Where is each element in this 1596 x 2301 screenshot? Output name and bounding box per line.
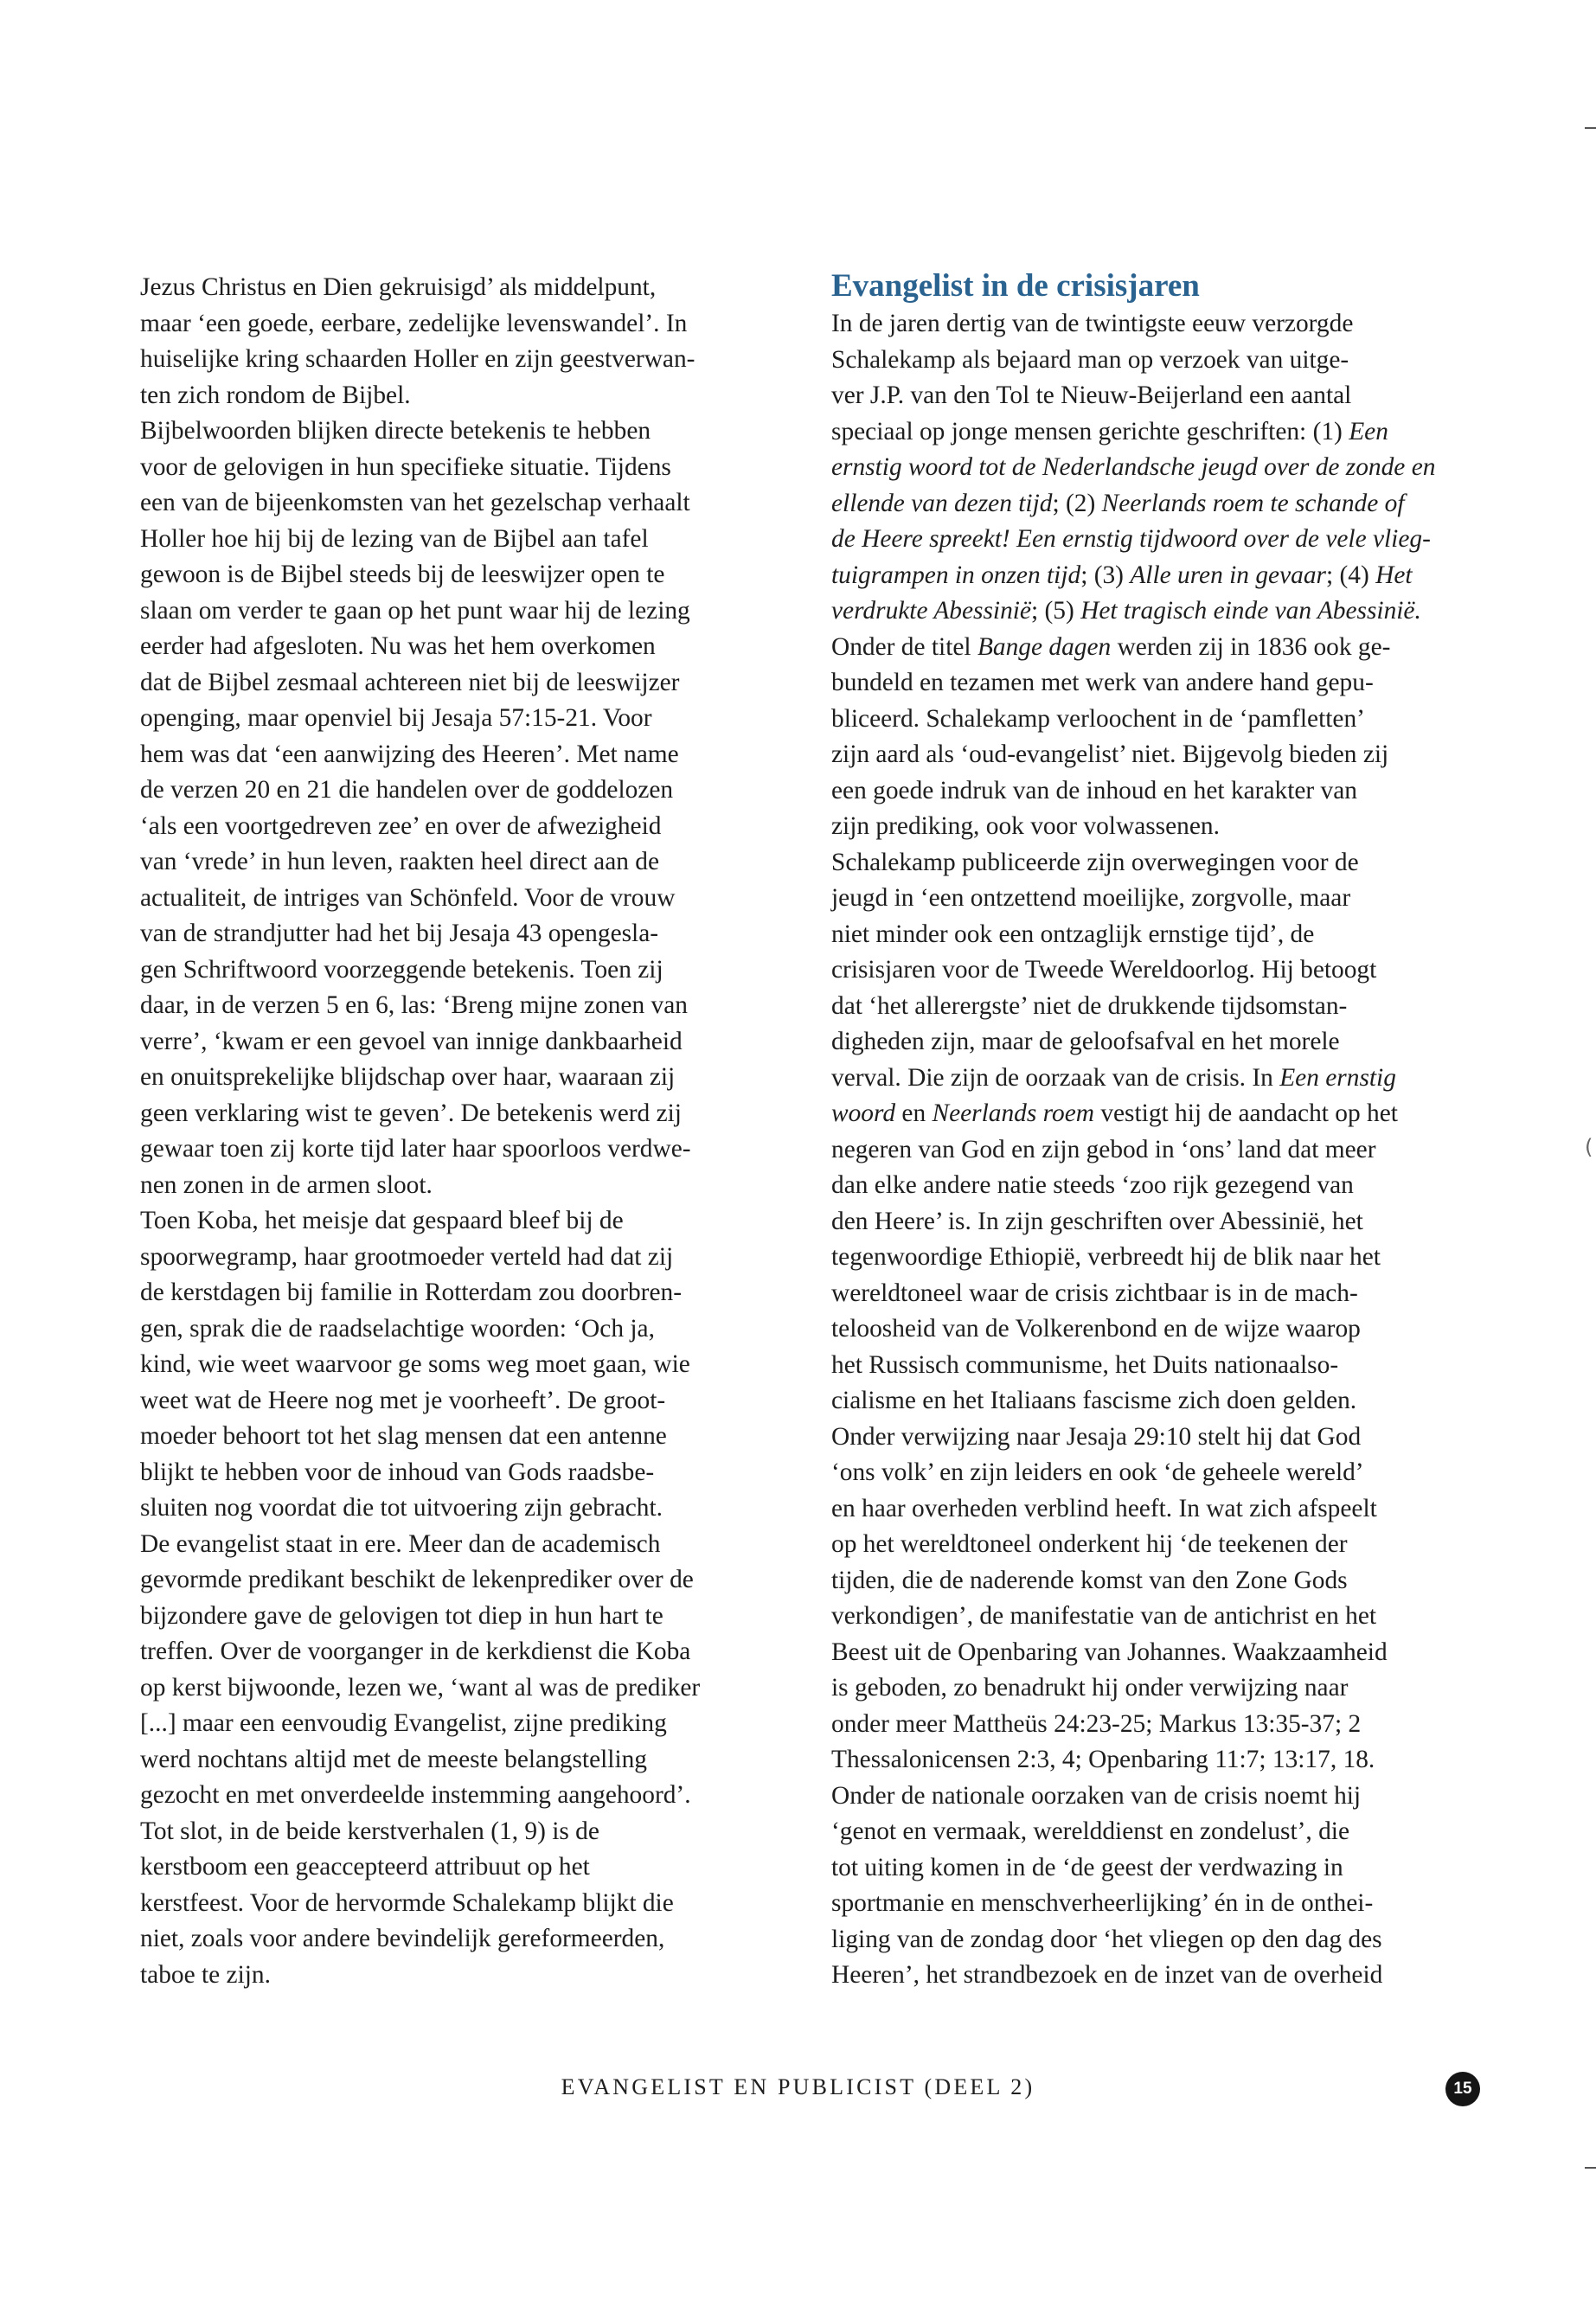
left-line [140,450,819,486]
text-run: geen verklaring wist te geven’. De betekenis werd zij [140,1099,682,1127]
left-line [140,593,819,630]
text-run: weet wat de Heere nog met je voorheeft’. De groot- [140,1386,666,1414]
text-run: zijn aard als ‘oud-evangelist’ niet. Bijgevolg bieden zij [831,740,1389,768]
text-run: ‘als een voortgedreven zee’ en over de afwezigheid [140,811,662,840]
text-run: Heeren’, het strandbezoek en de inzet van de overheid [831,1961,1383,1989]
italic-text: Neerlands roem te schande of [1101,489,1405,517]
left-line [140,1383,819,1420]
left-line [140,772,819,809]
right-line [831,1814,1510,1850]
italic-text: Een [1349,417,1388,445]
text-run: ‘genot en vermaak, werelddienst en zondelust’, die [831,1817,1350,1845]
text-run: verkondigen’, de manifestatie van de antichrist en het [831,1602,1377,1630]
text-run: crisisjaren voor de Tweede Wereldoorlog. Hij betoogt [831,956,1377,984]
text-run: en onuitsprekelijke blijdschap over haar, waaraan zij [140,1063,676,1091]
right-line [831,1958,1510,1994]
left-line [140,413,819,450]
text-run: verre’, ‘kwam er een gevoel van innige dankbaarheid [140,1027,683,1055]
text-run: negeren van God en zijn gebod in ‘ons’ land dat meer [831,1135,1376,1163]
text-run: een van de bijeenkomsten van het gezelschap verhaalt [140,489,690,516]
right-line [831,1024,1510,1061]
text-run: cialisme en het Italiaans fascisme zich doen gelden. [831,1387,1357,1414]
italic-text: tuigrampen in onzen tijd [831,561,1081,589]
text-run: gezocht en met onverdeelde instemming aangehoord’. [140,1781,691,1809]
right-line [831,1707,1510,1743]
text-run: verval. Die zijn de oorzaak van de crisis. In [831,1063,1280,1092]
left-line [140,1240,819,1276]
text-run: dat ‘het allerergste’ niet de drukkende tijdsomstan- [831,991,1348,1020]
text-run: ; (5) [1030,597,1081,625]
right-line [831,450,1510,486]
text-run: tegenwoordige Ethiopië, verbreedt hij de blik naar het [831,1243,1381,1271]
text-run: De evangelist staat in ere. Meer dan de academisch [140,1529,661,1558]
text-run: het Russisch communisme, het Duits nationaalso- [831,1350,1339,1379]
left-line [140,1921,819,1958]
text-run: werden zij in 1836 ook ge- [1111,632,1391,661]
italic-text: ellende van dezen tijd [831,489,1053,517]
text-run: In de jaren dertig van de twintigste eeuw verzorgde [831,310,1354,337]
left-line [140,1886,819,1922]
text-run: Onder de titel [831,632,977,661]
text-run: Onder de nationale oorzaken van de crisis noemt hij [831,1781,1362,1810]
right-line [831,558,1510,594]
left-line [140,485,819,522]
text-run: ver J.P. van den Tol te Nieuw-Beijerland een aantal [831,381,1352,409]
text-run: treffen. Over de voorganger in de kerkdienst die Koba [140,1638,691,1665]
text-run: actualiteit, de intriges van Schönfeld. Voor de vrouw [140,883,676,912]
right-line [831,1635,1510,1671]
left-line [140,1778,819,1814]
right-line [831,1204,1510,1240]
text-run: op het wereldtoneel onderkent hij ‘de teekenen der [831,1530,1348,1558]
text-run: Beest uit de Openbaring van Johannes. Waakzaamheid [831,1638,1388,1666]
left-line [140,1419,819,1455]
right-line [831,1922,1510,1958]
right-line [831,1240,1510,1276]
right-line [831,1383,1510,1420]
left-line [140,1562,819,1599]
text-run: Onder verwijzing naar Jesaja 29:10 stelt hij dat God [831,1422,1362,1451]
left-line [140,1849,819,1886]
text-run: [...] maar een eenvoudig Evangelist, zijne prediking [140,1709,667,1737]
text-run: en [895,1099,933,1127]
right-line [831,737,1510,773]
right-line [831,378,1510,414]
italic-text: Het tragisch einde van Abessinië. [1080,597,1421,625]
text-run: gen, sprak die de raadselachtige woorden: ‘Och ja, [140,1314,655,1343]
right-line [831,881,1510,917]
left-line [140,844,819,881]
italic-text: de Heere spreekt! Een ernstig tijdwoord over de vele vlieg- [831,525,1431,553]
right-line [831,1061,1510,1097]
text-run: niet, zoals voor andere bevindelijk gereformeerden, [140,1925,665,1952]
text-run: bijzondere gave de gelovigen tot diep in hun hart te [140,1601,663,1630]
text-run: dan elke andere natie steeds ‘zoo rijk gezegend van [831,1171,1354,1199]
text-run: de kerstdagen bij familie in Rotterdam zou doorbren- [140,1279,682,1306]
text-run: liging van de zondag door ‘het vliegen op den dag des [831,1925,1382,1953]
text-run: taboe te zijn. [140,1960,271,1989]
left-line [140,1203,819,1240]
text-run: openging, maar openviel bij Jesaja 57:15-21. Voor [140,704,652,732]
right-line [831,1742,1510,1779]
text-run: op kerst bijwoonde, lezen we, ‘want al was de prediker [140,1673,701,1702]
left-line [140,1527,819,1563]
text-run: tot uiting komen in de ‘de geest der verdwazing in [831,1853,1343,1881]
text-run: slaan om verder te gaan op het punt waar hij de lezing [140,596,690,625]
left-line [140,665,819,702]
text-run: huiselijke kring schaarden Holler en zijn geestverwan- [140,345,695,373]
right-line [831,702,1510,738]
right-line [831,1527,1510,1563]
left-line [140,306,819,343]
text-run: ten zich rondom de Bijbel. [140,381,411,409]
text-run: gewoon is de Bijbel steeds bij de leeswijzer open te [140,561,665,588]
text-run: onder meer Mattheüs 24:23-25; Markus 13:35-37; 2 [831,1709,1362,1738]
text-run: van de strandjutter had het bij Jesaja 43 opengesla- [140,920,659,947]
text-run: vestigt hij de aandacht op het [1093,1099,1398,1127]
right-line [831,343,1510,379]
left-line [140,737,819,773]
page-footer [0,2074,1596,2100]
italic-text: woord [831,1099,896,1127]
italic-text: ernstig woord tot de Nederlandsche jeugd over de zonde en [831,453,1436,481]
text-run: ; (2) [1052,489,1102,517]
right-line [831,989,1510,1025]
right-line [831,1348,1510,1384]
text-run: Bijbelwoorden blijken directe betekenis te hebben [140,417,651,445]
text-run: teloosheid van de Volkerenbond en de wijze waarop [831,1315,1361,1343]
left-line [140,557,819,593]
left-line [140,1599,819,1635]
text-run: ‘ons volk’ en zijn leiders en ook ‘de geheele wereld’ [831,1458,1364,1486]
text-run: Schalekamp als bejaard man op verzoek van uitge- [831,345,1349,374]
right-line [831,1276,1510,1312]
text-run: speciaal op jonge mensen gerichte geschriften: (1) [831,417,1349,445]
left-line [140,1490,819,1527]
left-line [140,701,819,737]
text-run: kind, wie weet waarvoor ge soms weg moet gaan, wie [140,1350,690,1378]
text-run: ; (4) [1325,561,1376,589]
right-line [831,845,1510,881]
text-run: dat de Bijbel zesmaal achtereen niet bij de leeswijzer [140,668,680,696]
text-run: sportmanie en menschverheerlijking’ én in de onthei- [831,1889,1374,1917]
text-run: daar, in de verzen 5 en 6, las: ‘Breng mijne zonen van [140,991,688,1019]
crop-mark-bottom [1585,2167,1596,2169]
left-line [140,1311,819,1348]
left-line [140,270,819,306]
italic-text: Een ernstig [1279,1063,1396,1092]
text-run: bliceerd. Schalekamp verloochent in de ‘pamfletten’ [831,704,1365,733]
text-run: bundeld en tezamen met werk van andere hand gepu- [831,669,1374,696]
page-number-badge: 15 [1445,2072,1480,2106]
text-run: gevormde predikant beschikt de lekenprediker over de [140,1566,694,1593]
text-run: gen Schriftwoord voorzeggende betekenis. Toen zij [140,955,663,984]
text-run: eerder had afgesloten. Nu was het hem overkomen [140,632,656,660]
text-run: Toen Koba, het meisje dat gespaard bleef bij de [140,1207,624,1234]
left-line [140,1958,819,1994]
right-line [831,1311,1510,1348]
text-run: wereldtoneel waar de crisis zichtbaar is in de mach- [831,1279,1358,1307]
text-run: werd nochtans altijd met de meeste belangstelling [140,1745,648,1773]
left-line [140,988,819,1024]
text-run: nen zonen in de armen sloot. [140,1170,433,1199]
right-line [831,522,1510,558]
italic-text: Neerlands roem [932,1099,1094,1127]
right-line [831,630,1510,666]
text-run: en haar overheden verblind heeft. In wat zich afspeelt [831,1494,1377,1522]
text-run: tijden, die de naderende komst van den Zone Gods [831,1566,1348,1594]
text-run: blijkt te hebben voor de inhoud van Gods raadsbe- [140,1458,655,1486]
section-heading: Evangelist in de crisisjaren [831,268,1200,304]
right-line [831,1132,1510,1169]
text-run: sluiten nog voordat die tot uitvoering zijn gebracht. [140,1494,663,1522]
left-line [140,629,819,665]
left-line [140,952,819,989]
left-line [140,1168,819,1204]
right-line [831,952,1510,989]
left-line [140,342,819,378]
text-run: Jezus Christus en Dien gekruisigd’ als middelpunt, [140,273,657,301]
right-line [831,414,1510,451]
right-line [831,917,1510,953]
right-line [831,665,1510,702]
text-run: niet minder ook een ontzaglijk ernstige tijd’, de [831,920,1315,948]
right-line [831,1850,1510,1887]
running-title: EVANGELIST EN PUBLICIST (DEEL 2) [561,2074,1035,2099]
right-line [831,1886,1510,1922]
crop-mark-top [1585,127,1596,129]
right-line [831,593,1510,630]
right-line [831,1599,1510,1635]
text-run: Holler hoe hij bij de lezing van de Bijbel aan tafel [140,524,649,553]
text-run: jeugd in ‘een ontzettend moeilijke, zorgvolle, maar [831,884,1351,912]
left-line [140,522,819,558]
italic-text: Bange dagen [977,632,1112,661]
right-line [831,809,1510,845]
text-run: den Heere’ is. In zijn geschriften over Abessinië, het [831,1207,1363,1235]
text-run: Schalekamp publiceerde zijn overwegingen voor de [831,848,1359,876]
right-line [831,1491,1510,1528]
right-line [831,1168,1510,1204]
text-run: van ‘vrede’ in hun leven, raakten heel direct aan de [140,848,660,875]
right-line [831,1420,1510,1456]
text-run: spoorwegramp, haar grootmoeder verteld had dat zij [140,1242,674,1271]
text-run: de verzen 20 en 21 die handelen over de goddelozen [140,776,674,804]
text-run: ; (3) [1080,561,1131,589]
left-line [140,1060,819,1096]
text-run: digheden zijn, maar de geloofsafval en het morele [831,1028,1340,1055]
text-run: Tot slot, in de beide kerstverhalen (1, 9) is de [140,1817,599,1845]
right-line [831,306,1510,343]
text-run: hem was dat ‘een aanwijzing des Heeren’. Met name [140,740,679,768]
right-column-body [831,306,1510,1994]
left-line [140,1706,819,1742]
right-column [831,266,1510,1994]
italic-text: Alle uren in gevaar [1130,561,1326,589]
left-line [140,1455,819,1491]
right-line [831,773,1510,810]
left-line [140,916,819,952]
right-line [831,1670,1510,1707]
text-run: maar ‘een goede, eerbare, zedelijke levenswandel’. In [140,309,688,337]
right-line [831,1455,1510,1491]
text-run: zijn prediking, ook voor volwassenen. [831,812,1220,840]
left-line [140,1670,819,1707]
left-line [140,1347,819,1383]
left-column [140,270,819,1993]
left-line [140,1275,819,1311]
left-line [140,809,819,845]
right-line [831,486,1510,522]
left-line [140,1814,819,1850]
text-run: Thessalonicensen 2:3, 4; Openbaring 11:7; 13:17, 18. [831,1746,1375,1773]
text-run: is geboden, zo benadrukt hij onder verwijzing naar [831,1674,1349,1702]
italic-text: verdrukte Abessinië [831,597,1031,625]
right-line [831,1563,1510,1599]
left-line [140,1634,819,1670]
text-run: gewaar toen zij korte tijd later haar spoorloos verdwe- [140,1135,691,1163]
left-line [140,881,819,917]
registration-mark: ( [1585,1135,1593,1159]
text-run: moeder behoort tot het slag mensen dat een antenne [140,1422,667,1450]
left-line [140,1096,819,1132]
left-line [140,1131,819,1168]
right-line [831,1779,1510,1815]
right-line [831,1096,1510,1132]
left-line [140,378,819,414]
left-line [140,1024,819,1061]
text-run: voor de gelovigen in hun specifieke situatie. Tijdens [140,452,671,481]
left-line [140,1742,819,1779]
text-run: een goede indruk van de inhoud en het karakter van [831,776,1357,804]
italic-text: Het [1375,561,1413,589]
text-run: kerstfeest. Voor de hervormde Schalekamp blijkt die [140,1888,674,1917]
text-run: kerstboom een geaccepteerd attribuut op het [140,1853,590,1881]
